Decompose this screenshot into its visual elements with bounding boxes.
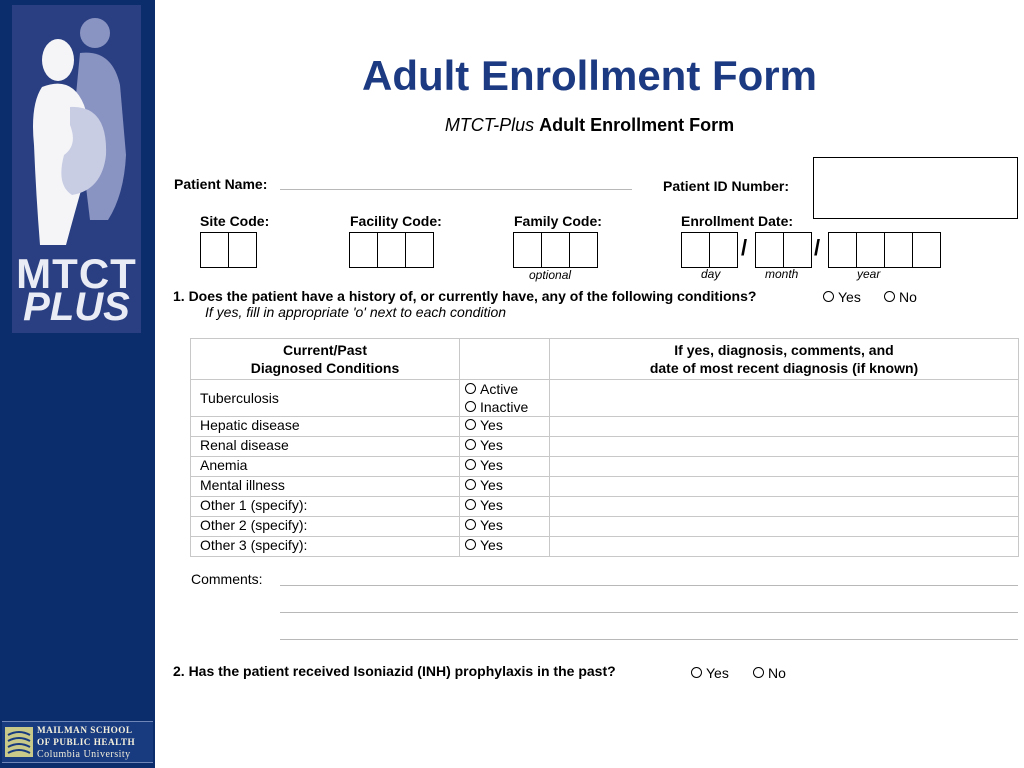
subtitle-bold: Adult Enrollment Form <box>539 115 735 135</box>
condition-name: Other 3 (specify): <box>191 537 460 557</box>
header-status <box>460 339 550 380</box>
comments-line-1[interactable] <box>280 585 1018 586</box>
form-subtitle <box>155 115 1024 136</box>
logo-mtct-text: MTCT <box>16 250 137 297</box>
radio-circle-icon <box>465 439 476 450</box>
table-row <box>191 380 1019 417</box>
question-1-no-option[interactable] <box>884 289 917 305</box>
header-conditions-line1: Current/Past <box>282 342 368 358</box>
patient-name-label: Patient Name: <box>174 176 268 192</box>
condition-yes-option[interactable] <box>460 457 550 477</box>
table-row <box>191 437 1019 457</box>
patient-id-label: Patient ID Number: <box>663 178 790 194</box>
question-2-no-label: No <box>768 665 786 681</box>
comments-line-3[interactable] <box>280 639 1018 640</box>
radio-circle-icon <box>465 383 476 394</box>
comments-label: Comments: <box>191 571 263 587</box>
institution-line3: Columbia University <box>37 749 131 760</box>
condition-name: Anemia <box>191 457 460 477</box>
radio-circle-icon <box>884 291 895 302</box>
radio-circle-icon <box>465 519 476 530</box>
table-row <box>191 457 1019 477</box>
condition-comments-cell[interactable] <box>550 417 1019 437</box>
question-1-no-label: No <box>899 289 917 305</box>
enrollment-date-label: Enrollment Date: <box>681 213 794 229</box>
header-comments <box>550 339 1019 380</box>
condition-yes-option[interactable] <box>460 477 550 497</box>
condition-yes-label: Yes <box>480 517 503 533</box>
logo-plus-text: PLUS <box>23 285 130 329</box>
condition-comments-cell[interactable] <box>550 497 1019 517</box>
header-conditions-line2: Diagnosed Conditions <box>250 360 400 376</box>
condition-yes-option[interactable] <box>460 517 550 537</box>
question-2-yes-option[interactable] <box>691 665 729 681</box>
condition-yes-option[interactable] <box>460 437 550 457</box>
header-conditions <box>191 339 460 380</box>
table-row <box>191 537 1019 557</box>
condition-comments-cell[interactable] <box>550 437 1019 457</box>
header-comments-line2: date of most recent diagnosis (if known) <box>649 360 919 376</box>
condition-yes-option[interactable] <box>460 537 550 557</box>
condition-yes-label: Yes <box>480 417 503 433</box>
condition-comments-cell[interactable] <box>550 517 1019 537</box>
page-title: Adult Enrollment Form <box>362 52 817 99</box>
condition-name: Other 2 (specify): <box>191 517 460 537</box>
enrollment-year-boxes[interactable] <box>828 232 941 266</box>
institution-line2: OF PUBLIC HEALTH <box>37 737 136 747</box>
date-separator-1: / <box>741 235 748 260</box>
day-label: day <box>701 267 721 281</box>
question-1-yes-option[interactable] <box>823 289 861 305</box>
condition-name: Renal disease <box>191 437 460 457</box>
condition-yes-label: Yes <box>480 477 503 493</box>
question-2-no-option[interactable] <box>753 665 786 681</box>
site-code-label: Site Code: <box>200 213 270 229</box>
date-separator-2: / <box>814 235 821 260</box>
table-row <box>191 517 1019 537</box>
mailman-school-logo <box>2 721 153 763</box>
month-label: month <box>765 267 799 281</box>
year-label: year <box>857 267 881 281</box>
condition-yes-label: Yes <box>480 437 503 453</box>
enrollment-month-boxes[interactable] <box>755 232 812 266</box>
condition-name: Other 1 (specify): <box>191 497 460 517</box>
condition-yes-option[interactable] <box>460 497 550 517</box>
radio-circle-icon <box>691 667 702 678</box>
condition-options <box>460 380 550 417</box>
condition-yes-label: Yes <box>480 537 503 553</box>
condition-yes-label: Yes <box>480 497 503 513</box>
emblem-icon <box>5 727 33 757</box>
patient-id-field[interactable] <box>813 157 1018 219</box>
condition-yes-option[interactable] <box>460 417 550 437</box>
condition-name: Tuberculosis <box>191 380 460 417</box>
institution-line1: MAILMAN SCHOOL <box>37 725 133 735</box>
radio-circle-icon <box>465 479 476 490</box>
tb-inactive-option[interactable] <box>465 398 540 416</box>
patient-name-field[interactable] <box>280 189 632 190</box>
question-2-yes-label: Yes <box>706 665 729 681</box>
condition-comments-cell[interactable] <box>550 380 1019 417</box>
table-row <box>191 477 1019 497</box>
table-header-row <box>191 339 1019 380</box>
header-comments-line1: If yes, diagnosis, comments, and <box>674 342 894 358</box>
family-code-optional-note: optional <box>529 268 572 282</box>
tb-active-option[interactable] <box>465 380 540 398</box>
mother-child-figure-icon <box>12 5 141 255</box>
tb-inactive-label: Inactive <box>480 399 529 415</box>
radio-circle-icon <box>823 291 834 302</box>
family-code-boxes[interactable] <box>513 232 598 266</box>
condition-comments-cell[interactable] <box>550 537 1019 557</box>
site-code-boxes[interactable] <box>200 232 257 266</box>
subtitle-italic: MTCT-Plus <box>444 115 535 135</box>
condition-comments-cell[interactable] <box>550 477 1019 497</box>
question-2-text: 2. Has the patient received Isoniazid (INH) prophylaxis in the past? <box>173 663 616 679</box>
radio-circle-icon <box>465 499 476 510</box>
mtct-plus-logo <box>12 5 141 333</box>
condition-yes-label: Yes <box>480 457 503 473</box>
radio-circle-icon <box>465 539 476 550</box>
table-row <box>191 497 1019 517</box>
sidebar <box>0 0 155 768</box>
radio-circle-icon <box>753 667 764 678</box>
family-code-label: Family Code: <box>514 213 602 229</box>
table-row <box>191 417 1019 437</box>
enrollment-day-boxes[interactable] <box>681 232 738 266</box>
conditions-table <box>190 338 1019 557</box>
condition-name: Hepatic disease <box>191 417 460 437</box>
condition-name: Mental illness <box>191 477 460 497</box>
condition-comments-cell[interactable] <box>550 457 1019 477</box>
facility-code-label: Facility Code: <box>350 213 442 229</box>
tb-active-label: Active <box>480 381 519 397</box>
radio-circle-icon <box>465 401 476 412</box>
radio-circle-icon <box>465 419 476 430</box>
question-1-instruction: If yes, fill in appropriate 'o' next to each condition <box>205 304 507 320</box>
radio-circle-icon <box>465 459 476 470</box>
facility-code-boxes[interactable] <box>349 232 434 266</box>
question-1-yes-label: Yes <box>838 289 861 305</box>
comments-line-2[interactable] <box>280 612 1018 613</box>
question-1-text: 1. Does the patient have a history of, or currently have, any of the following conditions? <box>173 288 757 304</box>
